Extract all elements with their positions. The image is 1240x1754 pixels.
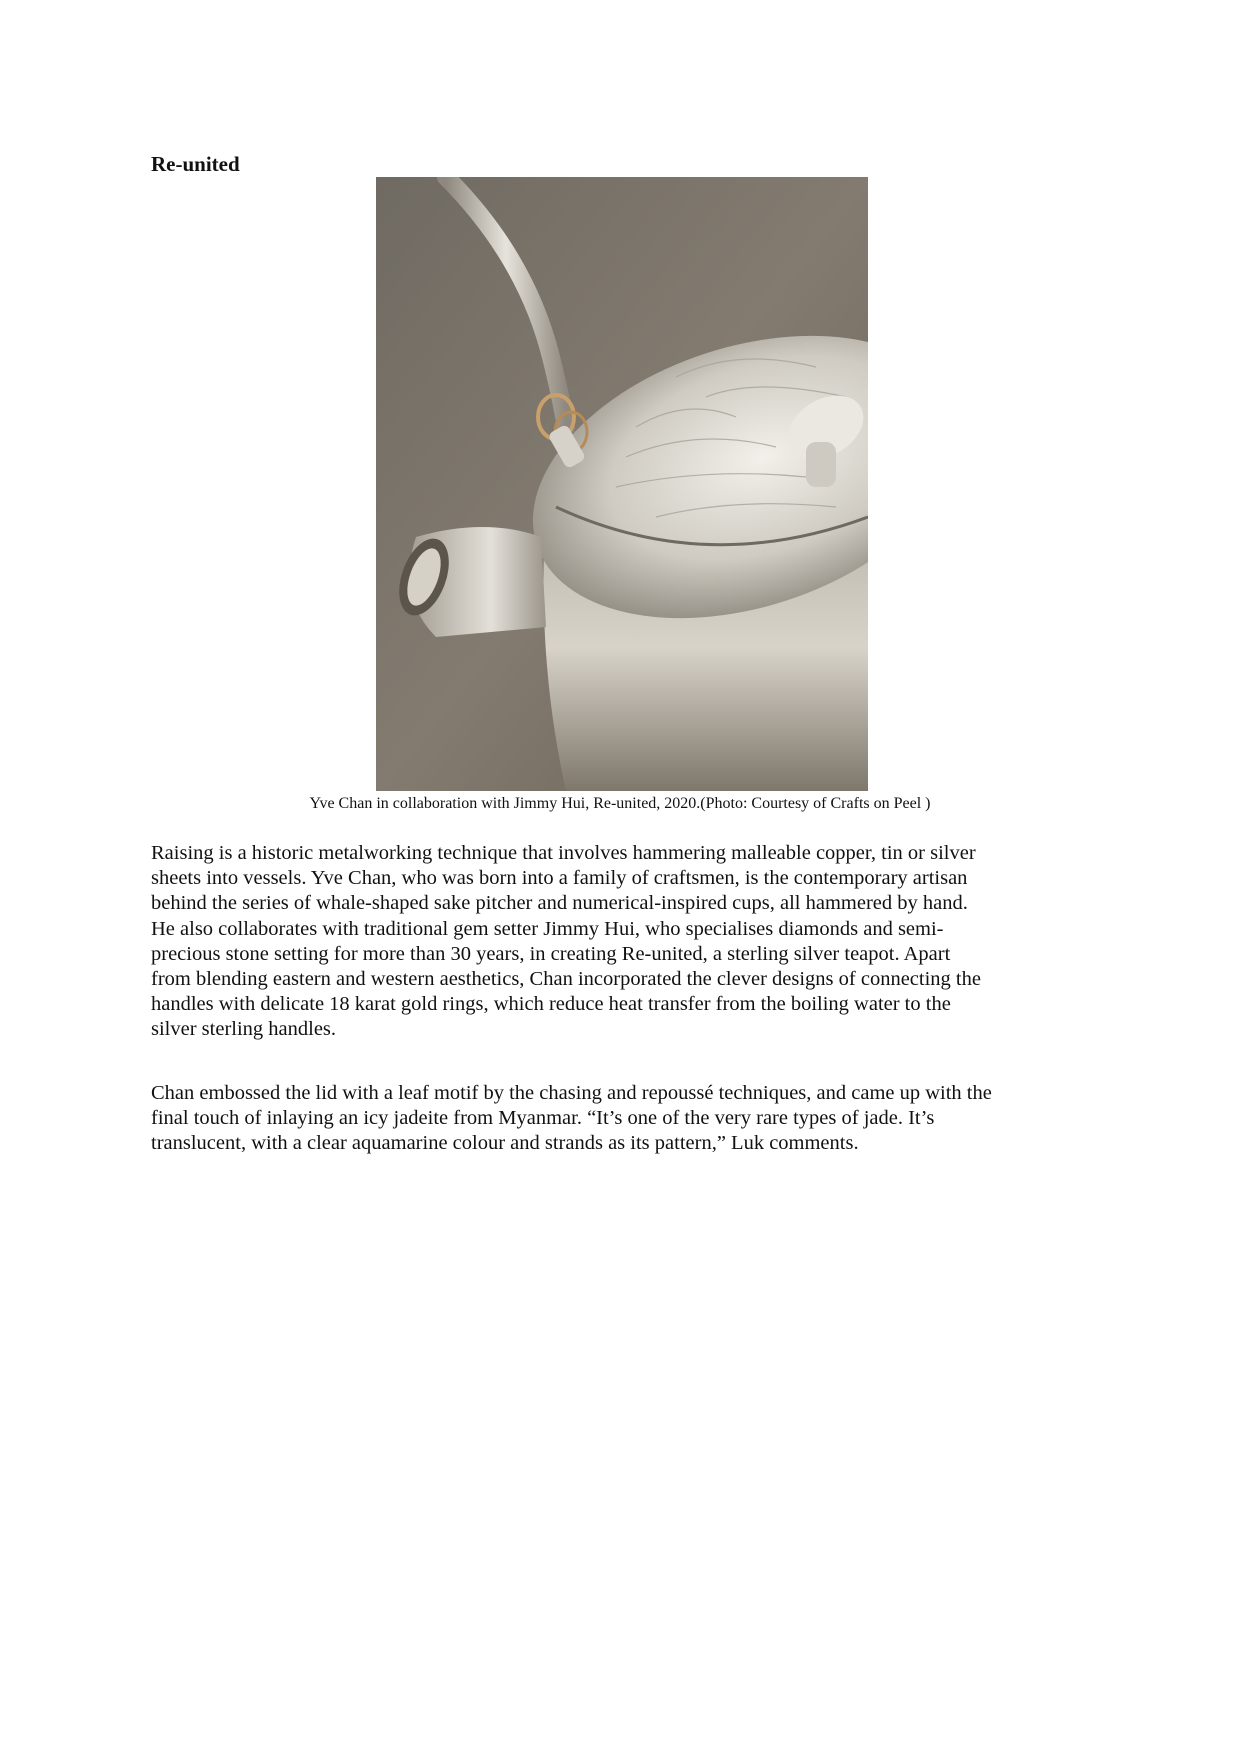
paragraph-line: from blending eastern and western aesthetics, Chan incorporated the clever designs of connecting the	[151, 968, 981, 991]
paragraph-line: silver sterling handles.	[151, 1018, 337, 1041]
paragraph-line: final touch of inlaying an icy jadeite from Myanmar. “It’s one of the very rare types of jade. It’s	[151, 1107, 935, 1130]
paragraph-line: translucent, with a clear aquamarine colour and strands as its pattern,” Luk comments.	[151, 1132, 859, 1155]
paragraph-line: handles with delicate 18 karat gold rings, which reduce heat transfer from the boiling water to the	[151, 993, 951, 1016]
paragraph-1	[151, 841, 1101, 1043]
paragraph-line: Chan embossed the lid with a leaf motif by the chasing and repoussé techniques, and came up with the	[151, 1082, 992, 1104]
paragraph-line: He also collaborates with traditional gem setter Jimmy Hui, who specialises diamonds and semi-	[151, 917, 944, 940]
paragraph-line: Raising is a historic metalworking technique that involves hammering malleable copper, tin or silver	[151, 842, 976, 864]
paragraph-2	[151, 1081, 1101, 1157]
paragraph-line: behind the series of whale-shaped sake pitcher and numerical-inspired cups, all hammered by hand.	[151, 892, 968, 915]
paragraph-line: precious stone setting for more than 30 years, in creating Re-united, a sterling silver teapot. Apart	[151, 942, 951, 965]
paragraph-line: sheets into vessels. Yve Chan, who was born into a family of craftsmen, is the contemporary artisan	[151, 867, 968, 890]
teapot-illustration	[376, 177, 868, 791]
teapot-photo	[376, 177, 868, 791]
article-heading: Re-united	[151, 152, 240, 176]
photo-caption: Yve Chan in collaboration with Jimmy Hui, Re-united, 2020.(Photo: Courtesy of Crafts on Peel )	[309, 795, 931, 812]
